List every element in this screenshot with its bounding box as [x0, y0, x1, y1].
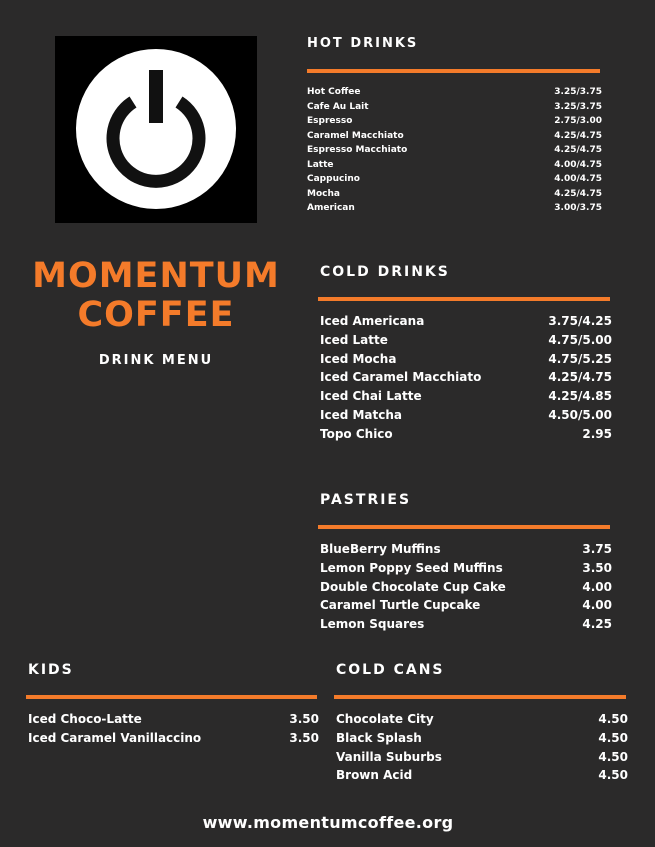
menu-item: [320, 542, 612, 561]
section-kids: [28, 662, 319, 752]
menu-item: [307, 189, 602, 204]
item-name: Iced Americana: [320, 314, 425, 328]
item-price: 3.75: [582, 542, 612, 556]
item-price: 4.50: [598, 712, 628, 726]
item-name: Caramel Macchiato: [307, 130, 404, 141]
item-price: 4.25/4.85: [548, 389, 612, 404]
item-price: 4.00: [582, 579, 612, 594]
menu-item: [307, 203, 602, 218]
item-price: 4.50/5.00: [548, 408, 612, 422]
menu-item: [320, 427, 612, 446]
brand-name-line2: COFFEE: [77, 295, 235, 335]
item-name: Cappucino: [307, 174, 360, 184]
brand-name-line1: MOMENTUM: [32, 256, 280, 296]
menu-item: [336, 750, 628, 769]
power-icon: [55, 36, 257, 223]
item-price: 4.25/4.75: [554, 130, 602, 141]
section-divider: [307, 69, 600, 73]
item-name: Iced Mocha: [320, 351, 397, 366]
menu-item: [307, 102, 602, 117]
item-price: 3.25/3.75: [554, 101, 602, 112]
section-title: COLD CANS: [336, 662, 445, 678]
item-price: 3.25/3.75: [554, 87, 602, 97]
menu-item: [336, 712, 628, 731]
item-name: Vanilla Suburbs: [336, 749, 442, 764]
website-url[interactable]: www.momentumcoffee.org: [202, 813, 454, 832]
item-price: 2.95: [582, 426, 612, 441]
item-name: Iced Matcha: [320, 408, 403, 422]
item-name: Double Chocolate Cup Cake: [320, 579, 506, 594]
menu-item: [320, 314, 612, 333]
item-price: 4.50: [598, 749, 628, 764]
item-name: American: [307, 203, 355, 213]
item-name: Chocolate City: [336, 712, 434, 726]
section-title: PASTRIES: [320, 492, 412, 508]
section-divider: [26, 695, 317, 699]
menu-item: [320, 333, 612, 352]
item-price: 4.50: [598, 768, 628, 783]
menu-item: [320, 598, 612, 617]
item-price: 4.25/4.75: [554, 145, 602, 155]
menu-item: [320, 389, 612, 408]
item-name: Espresso Macchiato: [307, 145, 408, 155]
section-divider: [334, 695, 626, 699]
item-name: Topo Chico: [320, 426, 393, 441]
item-price: 3.50: [289, 712, 319, 726]
item-price: 4.00/4.75: [554, 174, 602, 184]
item-name: Iced Caramel Macchiato: [320, 370, 482, 385]
section-cold-cans: [336, 662, 628, 787]
item-price: 3.50: [289, 730, 319, 745]
menu-item: [320, 408, 612, 427]
menu-item: [320, 561, 612, 580]
item-price: 2.75/3.00: [554, 116, 602, 126]
menu-item: [320, 352, 612, 371]
section-divider: [318, 297, 610, 301]
section-title: KIDS: [28, 662, 74, 678]
item-name: Mocha: [307, 188, 340, 199]
item-name: Latte: [307, 159, 334, 170]
item-name: Iced Caramel Vanillaccino: [28, 730, 202, 745]
item-price: 3.75/4.25: [548, 314, 612, 328]
item-price: 4.50: [598, 730, 628, 745]
item-price: 4.25: [582, 617, 612, 632]
item-price: 4.25/4.75: [554, 188, 602, 199]
menu-item: [307, 131, 602, 146]
menu-item: [307, 174, 602, 189]
item-price: 3.50: [582, 560, 612, 575]
item-name: Cafe Au Lait: [307, 101, 369, 112]
menu-item: [307, 160, 602, 175]
item-price: 4.25/4.75: [548, 370, 612, 385]
section-pastries: [320, 492, 612, 637]
item-price: 4.00/4.75: [554, 159, 602, 170]
menu-item: [336, 768, 628, 787]
menu-item: [320, 370, 612, 389]
item-name: Lemon Squares: [320, 617, 425, 632]
item-price: 4.75/5.00: [548, 332, 612, 347]
section-title: HOT DRINKS: [307, 36, 419, 51]
item-name: Brown Acid: [336, 768, 413, 783]
item-name: Caramel Turtle Cupcake: [320, 598, 481, 613]
item-price: 4.00: [582, 598, 612, 613]
item-name: Iced Latte: [320, 332, 388, 347]
section-divider: [318, 525, 610, 529]
menu-item: [336, 731, 628, 750]
item-name: Espresso: [307, 116, 353, 126]
item-name: Lemon Poppy Seed Muffins: [320, 560, 503, 575]
item-name: Hot Coffee: [307, 87, 361, 97]
section-hot-drinks: [307, 36, 602, 221]
item-name: Black Splash: [336, 730, 422, 745]
menu-item: [307, 87, 602, 102]
menu-item: [307, 116, 602, 131]
item-name: Iced Choco-Latte: [28, 712, 142, 726]
item-name: Iced Chai Latte: [320, 389, 422, 404]
item-price: 4.75/5.25: [548, 351, 612, 366]
menu-item: [320, 617, 612, 636]
logo: [55, 36, 257, 223]
menu-item: [28, 712, 319, 731]
section-cold-drinks: [320, 264, 612, 454]
menu-item: [320, 580, 612, 599]
item-name: BlueBerry Muffins: [320, 542, 441, 556]
menu-item: [307, 145, 602, 160]
menu-item: [28, 731, 319, 750]
section-title: COLD DRINKS: [320, 264, 450, 280]
menu-subtitle: DRINK MENU: [98, 353, 214, 368]
item-price: 3.00/3.75: [554, 203, 602, 213]
